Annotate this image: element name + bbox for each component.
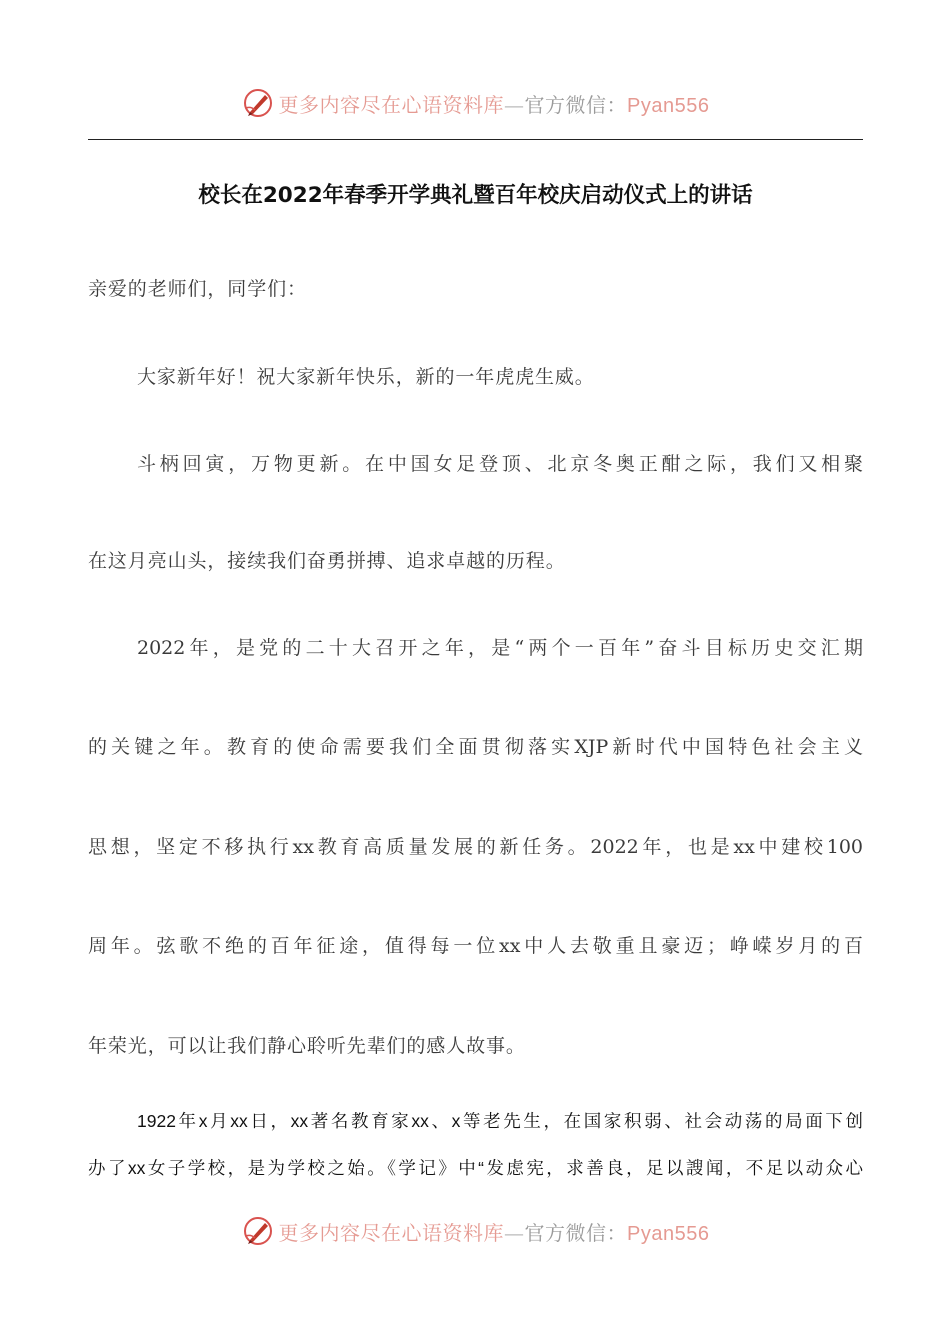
banner-text [279,89,710,118]
paragraph-line: 大家新年好！祝大家新年快乐，新的一年虎虎生威。 [137,366,595,388]
paragraph-line: 在这月亮山头，接续我们奋勇拼搏、追求卓越的历程。 [88,550,566,572]
paragraph-line: 2022年，是党的二十大召开之年，是“两个一百年”奋斗目标历史交汇期 [137,637,863,659]
paragraph-line: 的关键之年。教育的使命需要我们全面贯彻落实XJP新时代中国特色社会主义 [88,736,863,758]
banner-separator: — [504,1220,525,1245]
banner-separator: — [504,92,525,117]
banner-slogan: 更多内容尽在心语资料库 [278,1220,505,1245]
paragraph-line: 思想，坚定不移执行xx教育高质量发展的新任务。2022年，也是xx中建校100 [88,836,863,858]
pen-logo-icon [241,1214,275,1248]
paragraph-line: 年荣光，可以让我们静心聆听先辈们的感人故事。 [88,1035,526,1057]
greeting-line: 亲爱的老师们，同学们： [88,278,307,300]
banner-label: 官方微信： [524,1220,628,1245]
banner-wechat-id: Pyan556 [627,94,710,117]
paragraph-line: 周年。弦歌不绝的百年征途，值得每一位xx中人去敬重且豪迈；峥嵘岁月的百 [88,935,863,957]
banner-label: 官方微信： [524,92,628,117]
footer-banner [0,1211,950,1251]
paragraph-line: 1922年x月xx日，xx著名教育家xx、x等老先生，在国家积弱、社会动荡的局面下创 [137,1111,863,1131]
banner-text [279,1217,710,1246]
header-banner [0,83,950,123]
document-title: 校长在2022年春季开学典礼暨百年校庆启动仪式上的讲话 [198,183,753,208]
paragraph-line: 办了xx女子学校，是为学校之始。《学记》中“发虑宪，求善良，足以謏闻，不足以动众心 [88,1158,863,1178]
banner-wechat-id: Pyan556 [627,1222,710,1245]
paragraph-line: 斗柄回寅，万物更新。在中国女足登顶、北京冬奥正酣之际，我们又相聚 [137,453,863,475]
header-divider [88,139,863,140]
banner-slogan: 更多内容尽在心语资料库 [278,92,505,117]
pen-logo-icon [241,86,275,120]
